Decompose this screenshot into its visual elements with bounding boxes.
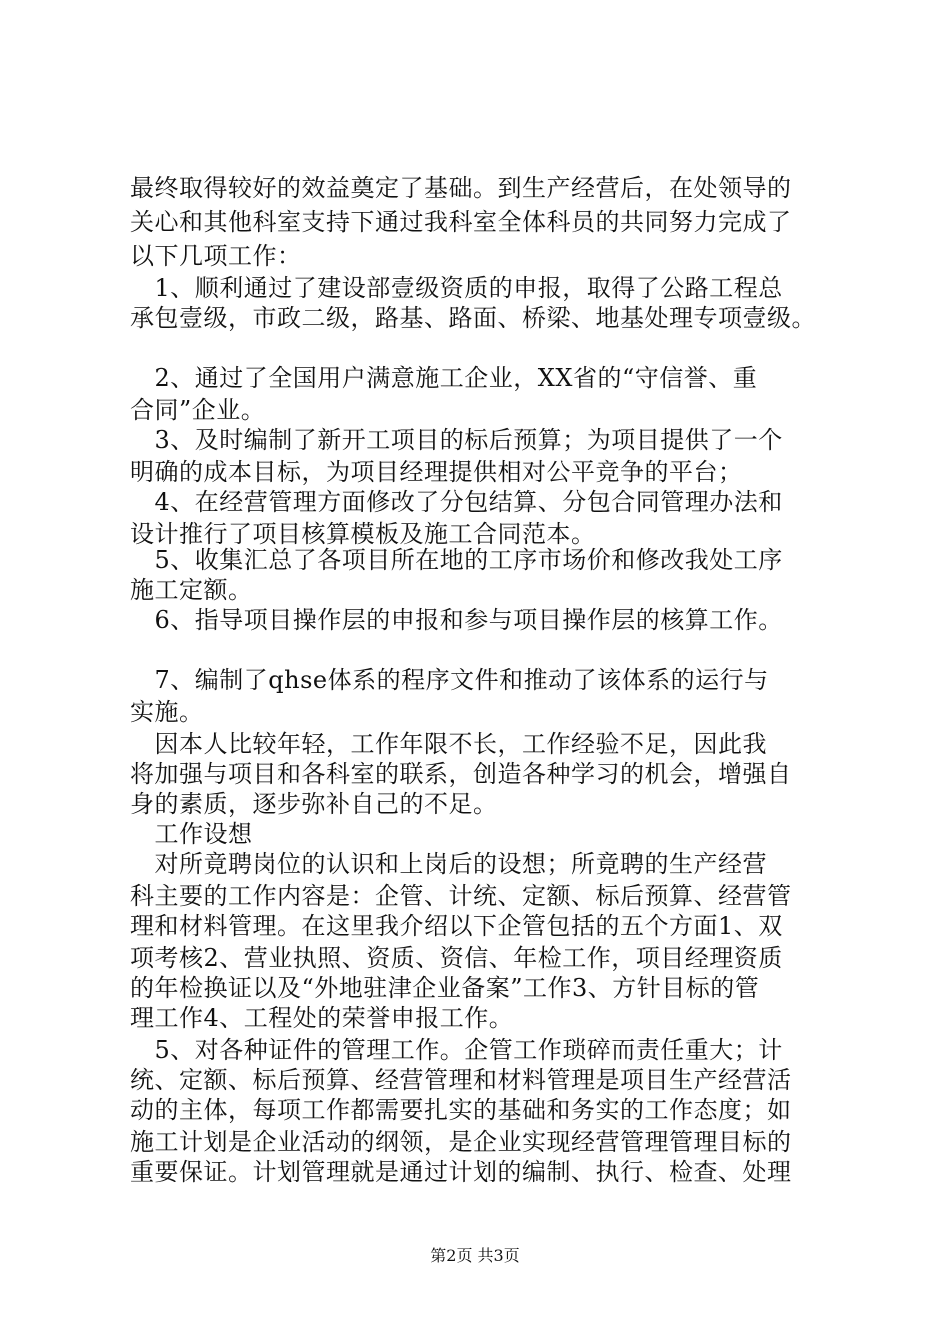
text-line: 明确的成本目标，为项目经理提供相对公平竞争的平台； <box>130 458 743 486</box>
text-line: 6、指导项目操作层的申报和参与项目操作层的核算工作。 <box>130 606 783 634</box>
text-line: 以下几项工作： <box>130 242 302 270</box>
text-line: 实施。 <box>130 698 204 726</box>
text-line: 最终取得较好的效益奠定了基础。到生产经营后，在处领导的 <box>130 174 792 202</box>
text-line: 身的素质，逐步弥补自己的不足。 <box>130 790 498 818</box>
text-line: 1、顺利通过了建设部壹级资质的申报，取得了公路工程总 <box>130 274 783 302</box>
section-heading: 工作设想 <box>130 820 253 848</box>
text-line: 将加强与项目和各科室的联系，创造各种学习的机会，增强自 <box>130 760 792 788</box>
text-line: 动的主体，每项工作都需要扎实的基础和务实的工作态度；如 <box>130 1096 792 1124</box>
text-line: 统、定额、标后预算、经营管理和材料管理是项目生产经营活 <box>130 1066 792 1094</box>
text-line: 合同”企业。 <box>130 396 266 424</box>
text-line: 对所竟聘岗位的认识和上岗后的设想；所竟聘的生产经营 <box>130 850 767 878</box>
text-line: 理和材料管理。在这里我介绍以下企管包括的五个方面1、双 <box>130 912 783 940</box>
text-line: 4、在经营管理方面修改了分包结算、分包合同管理办法和 <box>130 488 783 516</box>
text-line: 项考核2、营业执照、资质、资信、年检工作，项目经理资质 <box>130 944 783 972</box>
text-line: 承包壹级，市政二级，路基、路面、桥梁、地基处理专项壹级。 <box>130 304 816 332</box>
text-line: 5、收集汇总了各项目所在地的工序市场价和修改我处工序 <box>130 546 783 574</box>
text-line: 2、通过了全国用户满意施工企业，XX省的“守信誉、重 <box>130 364 758 392</box>
text-line: 施工计划是企业活动的纲领，是企业实现经营管理管理目标的 <box>130 1128 792 1156</box>
text-line: 科主要的工作内容是：企管、计统、定额、标后预算、经营管 <box>130 882 792 910</box>
text-line: 设计推行了项目核算模板及施工合同范本。 <box>130 520 596 548</box>
text-line: 的年检换证以及“外地驻津企业备案”工作3、方针目标的管 <box>130 974 760 1002</box>
text-line: 重要保证。计划管理就是通过计划的编制、执行、检查、处理 <box>130 1158 792 1186</box>
text-line: 施工定额。 <box>130 576 253 604</box>
page-number-footer: 第2页 共3页 <box>430 1246 520 1265</box>
text-line: 5、对各种证件的管理工作。企管工作琐碎而责任重大；计 <box>130 1036 783 1064</box>
text-line: 因本人比较年轻，工作年限不长，工作经验不足，因此我 <box>130 730 767 758</box>
text-line: 关心和其他科室支持下通过我科室全体科员的共同努力完成了 <box>130 208 792 236</box>
text-line: 理工作4、工程处的荣誉申报工作。 <box>130 1004 514 1032</box>
text-line: 7、编制了qhse体系的程序文件和推动了该体系的运行与 <box>130 666 769 694</box>
text-line: 3、及时编制了新开工项目的标后预算；为项目提供了一个 <box>130 426 783 454</box>
